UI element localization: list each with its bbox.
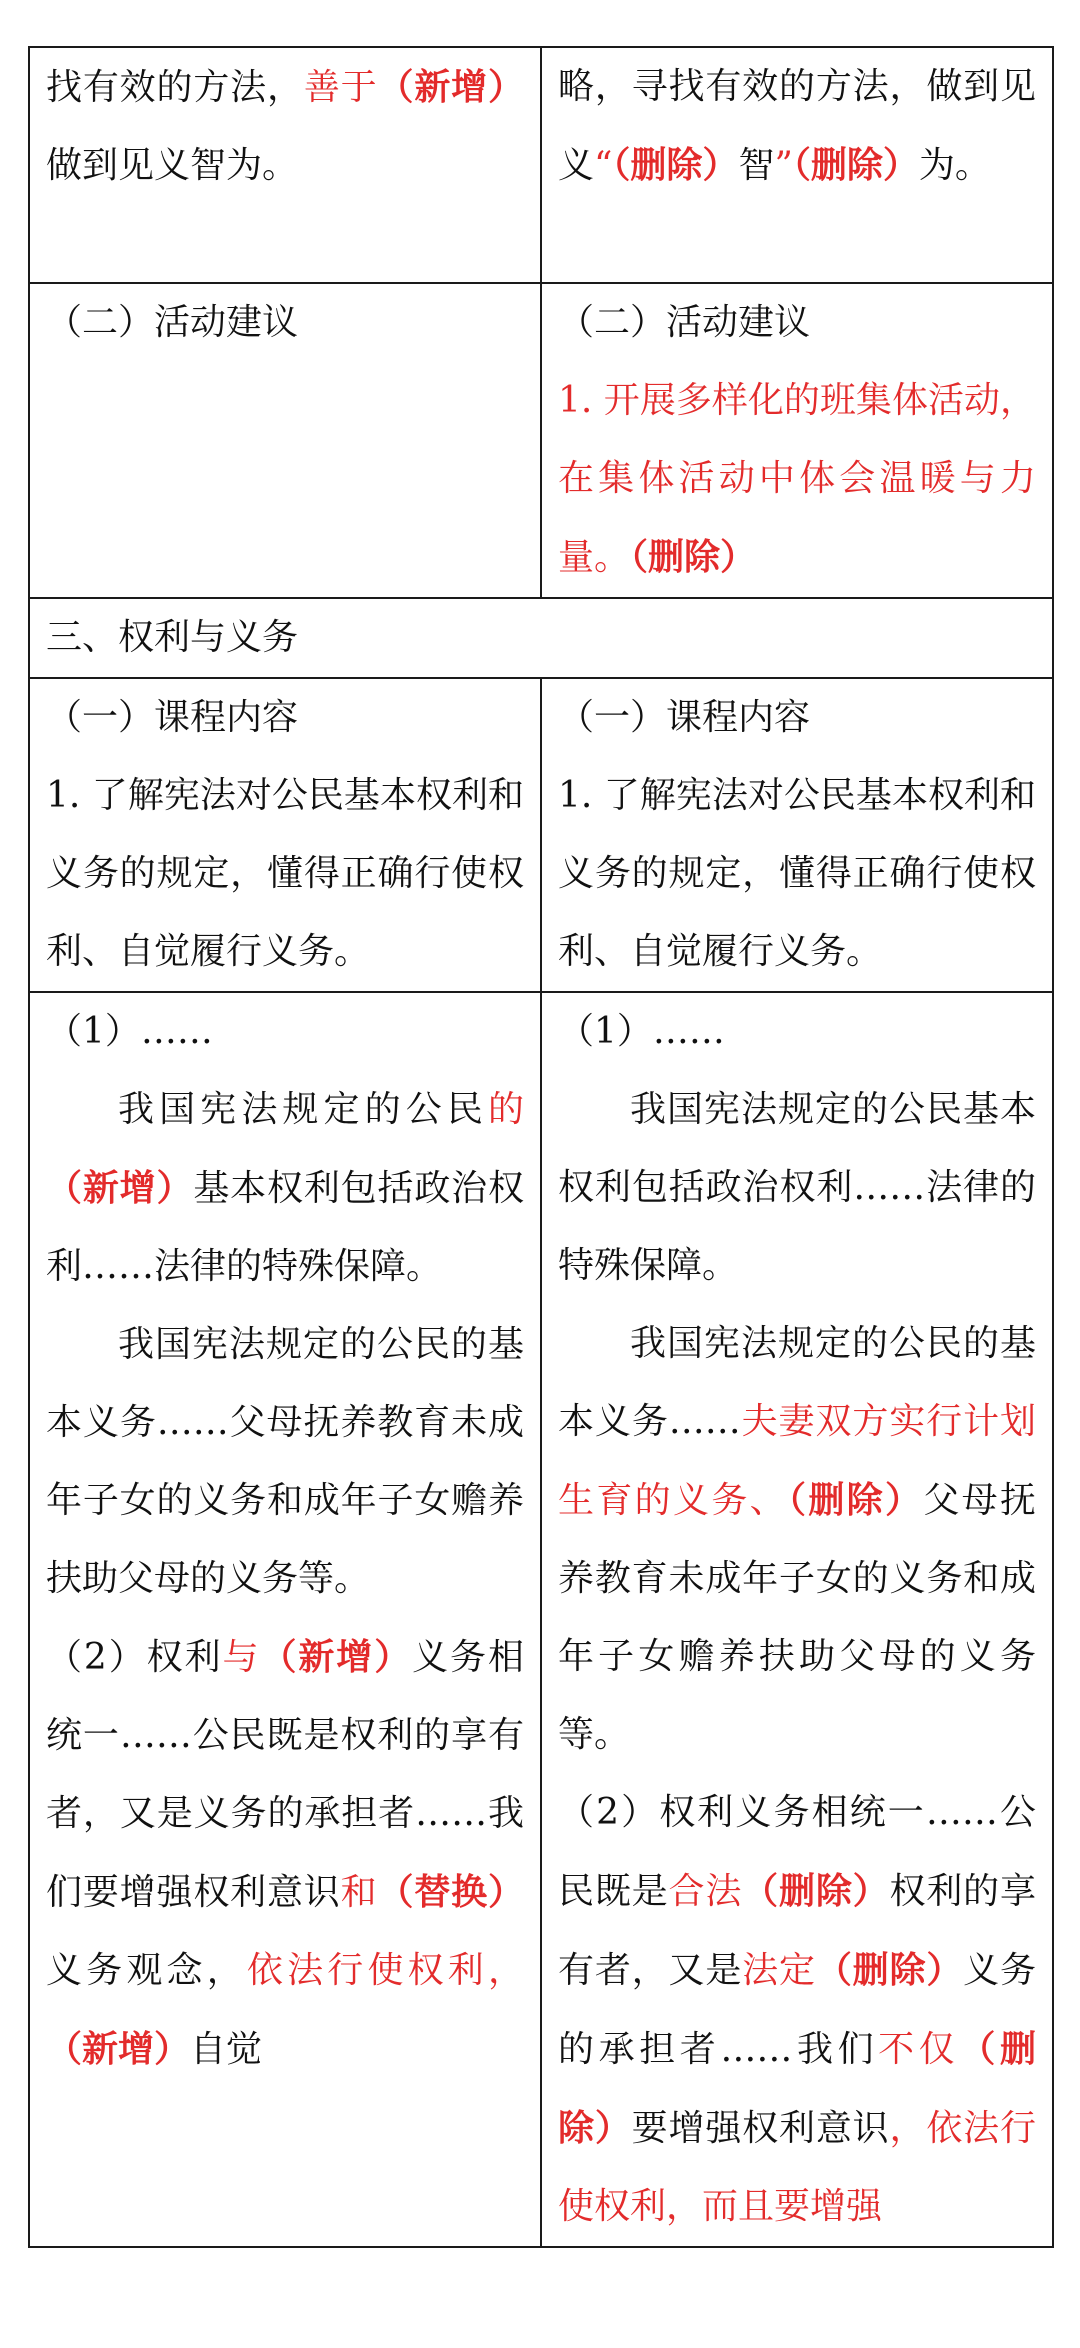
deleted-text: 不仅: [878, 2029, 960, 2070]
text-run: 义务的承担者……我们: [558, 1950, 1036, 2070]
replaced-text: 和: [340, 1872, 378, 1913]
paragraph: （1）……: [558, 1011, 725, 1052]
deleted-text: “: [594, 145, 613, 186]
change-tag: （删除）: [742, 1870, 890, 1912]
right-cell: [541, 678, 1053, 992]
text-run: 我国宪法规定的公民: [118, 1089, 488, 1130]
paragraph: [46, 48, 524, 205]
change-tag: （新增）: [46, 1167, 194, 1209]
paragraph: [558, 48, 1036, 205]
deleted-text: 夫妻双方实行计划生育的义务、: [558, 1401, 1036, 1521]
table-row: [29, 678, 1053, 992]
subheading: （二）活动建议: [558, 302, 811, 343]
deleted-text: 法定: [742, 1950, 816, 1991]
change-tag: （删除）: [558, 2028, 1036, 2149]
text-run: 权利的享有者，又是: [558, 1871, 1036, 1991]
left-cell: [29, 678, 541, 992]
added-text: 的: [487, 1089, 524, 1130]
text-run: （2）权利: [46, 1637, 223, 1678]
deleted-text: ”: [774, 145, 793, 186]
change-tag: （删除）: [787, 1479, 924, 1521]
left-cell: [29, 992, 541, 2247]
text-run: 找有效的方法，: [46, 67, 304, 108]
change-tag: （新增）: [377, 66, 524, 108]
added-text: 与: [222, 1637, 261, 1678]
paragraph: [558, 1774, 1036, 2246]
text-run: 我国宪法规定的公民的基本义务……: [558, 1323, 1036, 1442]
right-cell: [541, 47, 1053, 283]
section-heading-cell: [29, 598, 1053, 678]
table-row: [29, 992, 1053, 2247]
paragraph: [46, 1618, 524, 2089]
text-run: 为。: [918, 145, 991, 186]
added-text: 善于: [303, 67, 378, 108]
change-tag: （替换）: [377, 1871, 524, 1913]
table-row: [29, 598, 1053, 678]
text-run: 自觉: [190, 2029, 263, 2070]
text-run: 略，寻找有效的方法，做到见义: [558, 66, 1036, 186]
comparison-table: [28, 46, 1054, 2248]
deleted-text: 合法: [668, 1871, 743, 1912]
change-tag: （删除）: [815, 1949, 964, 1991]
text-run: 父母抚养教育未成年子女的义务和成年子女赡养扶助父母的义务等。: [558, 1480, 1036, 1755]
deleted-text: 1. 开展多样化的班集体活动，在集体活动中体会温暖与力量。: [558, 380, 1036, 578]
paragraph: 1. 了解宪法对公民基本权利和义务的规定，懂得正确行使权利、自觉履行义务。: [558, 775, 1036, 972]
text-run: 义务观念，: [46, 1950, 247, 1991]
change-tag: （删除）: [630, 536, 757, 578]
paragraph: （1）……: [46, 1011, 213, 1052]
text-run: 基本权利包括政治权利……法律的特殊保障。: [46, 1168, 524, 1287]
left-cell: [29, 283, 541, 598]
change-tag: （删除）: [612, 144, 739, 186]
paragraph: [558, 1305, 1036, 1774]
text-run: （2）权利义务相统一……公民既是: [558, 1792, 1036, 1912]
right-cell: [541, 992, 1053, 2247]
text-run: 要增强权利意识: [631, 2108, 890, 2149]
paragraph: 1. 了解宪法对公民基本权利和义务的规定，懂得正确行使权利、自觉履行义务。: [46, 775, 524, 972]
text-run: 做到见义智为。: [46, 145, 299, 186]
subheading: （一）课程内容: [46, 697, 299, 738]
table-row: [29, 283, 1053, 598]
change-tag: （删除）: [792, 144, 919, 186]
right-cell: [541, 283, 1053, 598]
change-tag: （新增）: [46, 2028, 191, 2070]
table-row: [29, 47, 1053, 283]
added-text: 依法行使权利，: [246, 1950, 524, 1991]
paragraph: [558, 362, 1036, 597]
subheading: （二）活动建议: [46, 302, 299, 343]
paragraph: [46, 1071, 524, 1306]
left-cell: [29, 47, 541, 283]
paragraph: 我国宪法规定的公民的基本义务……父母抚养教育未成年子女的义务和成年子女赡养扶助父母的义务等。: [46, 1324, 524, 1599]
subheading: （一）课程内容: [558, 697, 811, 738]
paragraph: 我国宪法规定的公民基本权利包括政治权利……法律的特殊保障。: [558, 1089, 1036, 1286]
section-title: 三、权利与义务: [46, 617, 299, 658]
change-tag: （新增）: [260, 1636, 413, 1678]
added-text: ，依法行使权利，而且要增强: [558, 2108, 1036, 2227]
text-run: 义务相统一……公民既是权利的享有者，又是义务的承担者……我们要增强权利意识: [46, 1637, 524, 1913]
text-run: 智: [738, 145, 775, 186]
